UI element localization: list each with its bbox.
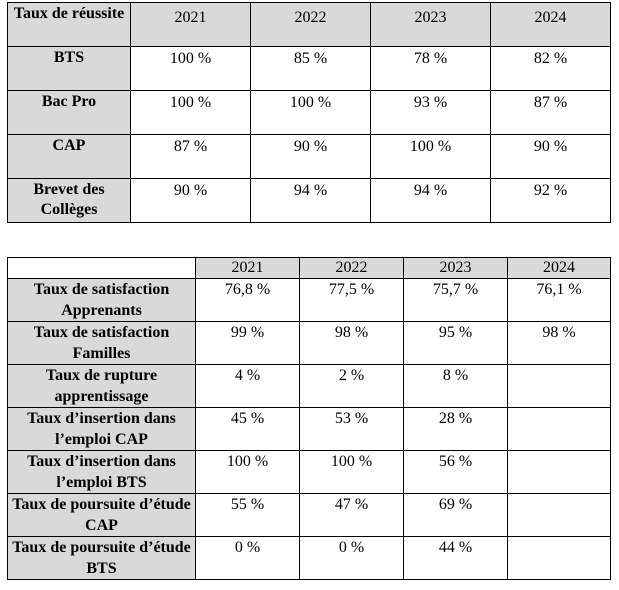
table-cell: 85 % [251,47,371,91]
table-row [8,537,611,580]
row-label: Taux de poursuite d’étude CAP [8,494,196,537]
table-cell: 2 % [300,365,404,408]
table-cell: 95 % [404,322,508,365]
row-label: Taux d’insertion dans l’emploi BTS [8,451,196,494]
table-cell: 4 % [196,365,300,408]
table-cell: 56 % [404,451,508,494]
table-cell: 100 % [131,47,251,91]
table-cell: 100 % [131,91,251,135]
year-header: 2023 [404,258,508,279]
table-cell: 99 % [196,322,300,365]
table-cell: 93 % [371,91,491,135]
table-cell: 69 % [404,494,508,537]
table-cell [508,408,611,451]
table-row [8,279,611,322]
table-corner-cell: Taux de réussite [8,3,131,47]
table-cell: 78 % [371,47,491,91]
year-header: 2022 [300,258,404,279]
table-cell: 0 % [196,537,300,580]
table-cell [508,494,611,537]
table-row [8,179,611,223]
table-cell [508,451,611,494]
row-label: Bac Pro [8,91,131,135]
year-header: 2022 [251,3,371,47]
table-cell: 47 % [300,494,404,537]
row-label: Taux de satisfaction Familles [8,322,196,365]
row-label: CAP [8,135,131,179]
table-cell: 77,5 % [300,279,404,322]
year-header: 2021 [196,258,300,279]
table-cell: 90 % [491,135,611,179]
table-cell: 0 % [300,537,404,580]
row-label: Taux de poursuite d’étude BTS [8,537,196,580]
table-row [8,494,611,537]
table-header-row [8,258,611,279]
table-row [8,365,611,408]
table-cell: 100 % [371,135,491,179]
table-cell [508,537,611,580]
table-row [8,408,611,451]
table-cell: 87 % [131,135,251,179]
table-cell: 75,7 % [404,279,508,322]
table-header-row [8,3,611,47]
table-row [8,322,611,365]
table-cell: 100 % [251,91,371,135]
table-cell: 82 % [491,47,611,91]
table-cell: 90 % [251,135,371,179]
table-cell: 53 % [300,408,404,451]
row-label: Brevet des Collèges [8,179,131,223]
success-rate-table [7,2,611,223]
table-row [8,91,611,135]
table-cell: 98 % [300,322,404,365]
table-row [8,47,611,91]
year-header: 2024 [508,258,611,279]
table-cell: 76,1 % [508,279,611,322]
table-row [8,451,611,494]
year-header: 2024 [491,3,611,47]
table-cell: 76,8 % [196,279,300,322]
table-corner-cell [8,258,196,279]
table-cell: 28 % [404,408,508,451]
year-header: 2023 [371,3,491,47]
row-label: Taux d’insertion dans l’emploi CAP [8,408,196,451]
table-cell: 90 % [131,179,251,223]
table-cell: 92 % [491,179,611,223]
table-cell: 100 % [300,451,404,494]
table-row [8,135,611,179]
table-cell: 98 % [508,322,611,365]
row-label: BTS [8,47,131,91]
table-cell: 94 % [371,179,491,223]
table-cell: 55 % [196,494,300,537]
table-cell: 100 % [196,451,300,494]
row-label: Taux de rupture apprentissage [8,365,196,408]
table-cell: 44 % [404,537,508,580]
table-cell: 45 % [196,408,300,451]
indicators-table [7,257,611,580]
table-cell: 8 % [404,365,508,408]
row-label: Taux de satisfaction Apprenants [8,279,196,322]
table-cell: 87 % [491,91,611,135]
table-cell: 94 % [251,179,371,223]
table-cell [508,365,611,408]
year-header: 2021 [131,3,251,47]
